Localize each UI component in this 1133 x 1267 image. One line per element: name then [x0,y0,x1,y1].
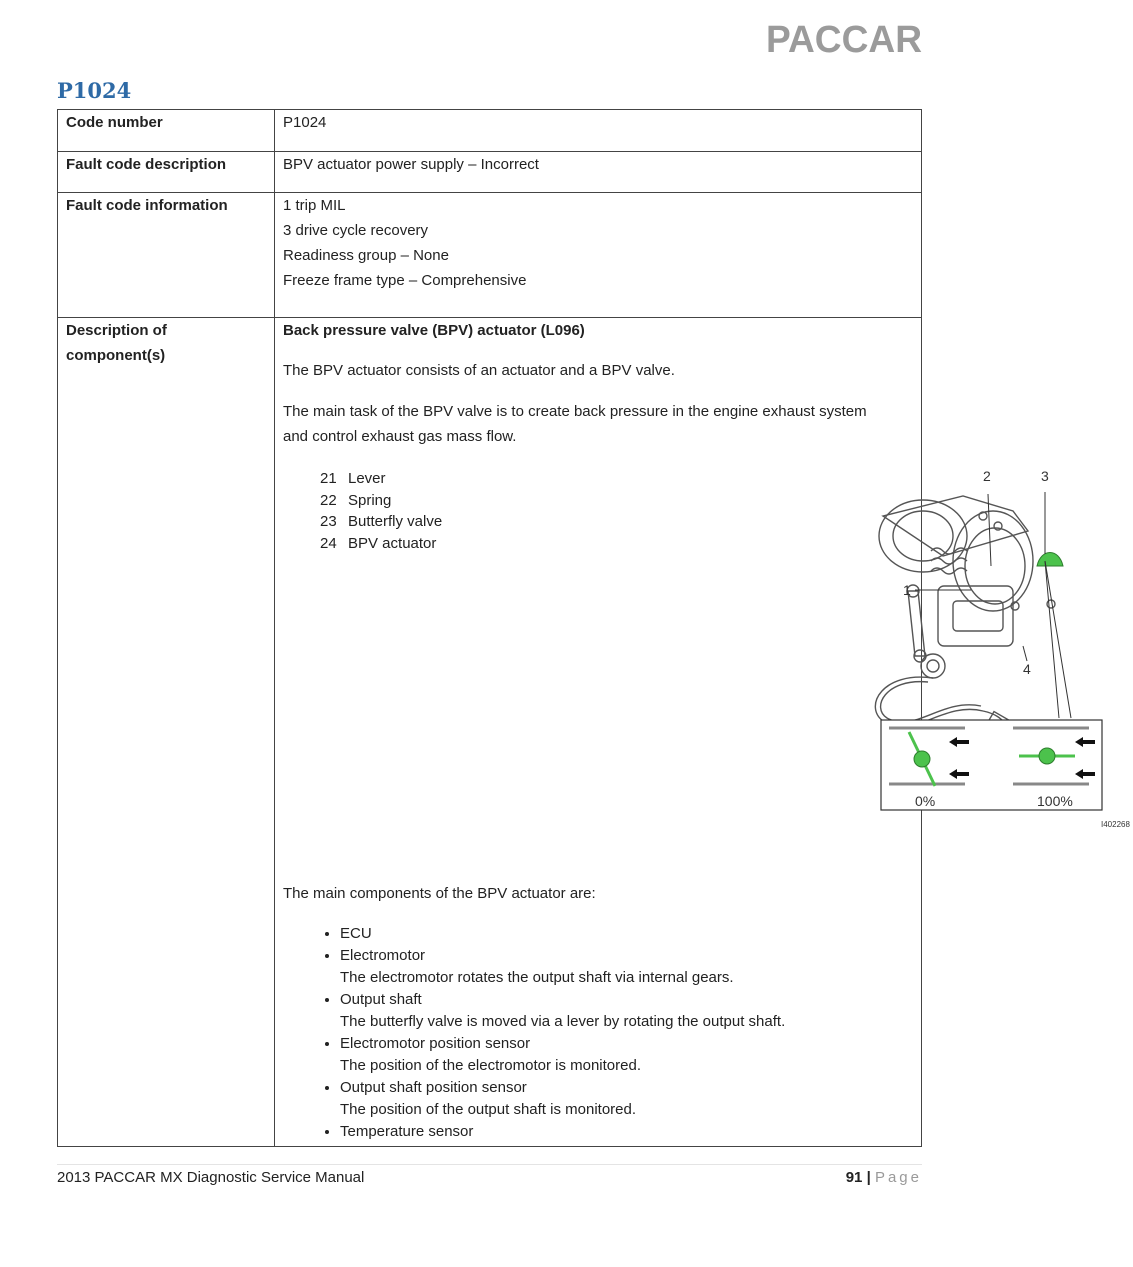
parts-legend [283,468,913,554]
state-open-label: 100% [1037,793,1073,809]
page-footer [846,1169,922,1186]
list-item: • Electromotor position sensor The position of the electromotor is monitored. [340,1033,913,1077]
list-item: 24 BPV actuator [320,534,437,552]
row-label [58,318,275,1147]
list-item: • Temperature sensor [340,1121,913,1143]
component-description [275,318,1130,1147]
description-paragraph: The BPV actuator consists of an actuator and a BPV valve. [283,362,675,379]
bpv-actuator-diagram [823,456,1133,829]
table-row [58,110,922,152]
info-line: Freeze frame type – Comprehensive [283,272,527,289]
list-item: • Output shaft position sensor The position of the output shaft is monitored. [340,1077,913,1121]
component-title: Back pressure valve (BPV) actuator (L096) [283,322,585,339]
manual-title: 2013 PACCAR MX Diagnostic Service Manual [57,1169,365,1186]
footer-separator: | [866,1169,871,1186]
list-item: 22 Spring [320,491,392,509]
table-row [58,318,922,1147]
components-list [283,923,913,1143]
info-line: 3 drive cycle recovery [283,222,429,239]
footer-divider [57,1164,922,1165]
list-item: 21 Lever [320,470,386,487]
page-title: P1024 [57,78,132,103]
label-line: component(s) [66,347,166,364]
page-number: 91 [845,1169,863,1186]
logo-text: PACCAR [766,19,922,61]
components-intro: The main components of the BPV actuator are: [283,885,596,902]
list-item: • Output shaft The butterfly valve is moved via a lever by rotating the output shaft. [340,989,913,1033]
fault-information-value [275,193,922,318]
row-label: Fault code description [58,152,275,193]
table-row [58,193,922,318]
state-closed-label: 0% [915,793,936,809]
figure-code: I402268 [1101,820,1130,829]
callout-1: 1 [903,582,911,598]
callout-4: 4 [1023,661,1031,677]
row-label: Code number [58,110,275,152]
row-label: Fault code information [58,193,275,318]
callout-2: 2 [983,468,991,484]
description-paragraph: The main task of the BPV valve is to create back pressure in the engine exhaust system [283,403,867,420]
table-row [58,152,922,193]
list-item: 23 Butterfly valve [320,513,443,530]
page-word: Page [874,1169,922,1186]
fault-description-value: BPV actuator power supply – Incorrect [275,152,922,193]
list-item: • Electromotor The electromotor rotates the output shaft via internal gears. [340,945,913,989]
fault-code-table [57,109,1130,1147]
info-line: Readiness group – None [283,247,449,264]
list-item: • ECU [340,923,913,945]
paccar-logo [766,19,924,61]
info-line: 1 trip MIL [283,197,346,214]
callout-3: 3 [1041,468,1049,484]
code-number-value: P1024 [275,110,922,152]
label-line: Description of [66,322,167,339]
description-paragraph: and control exhaust gas mass flow. [283,428,517,445]
